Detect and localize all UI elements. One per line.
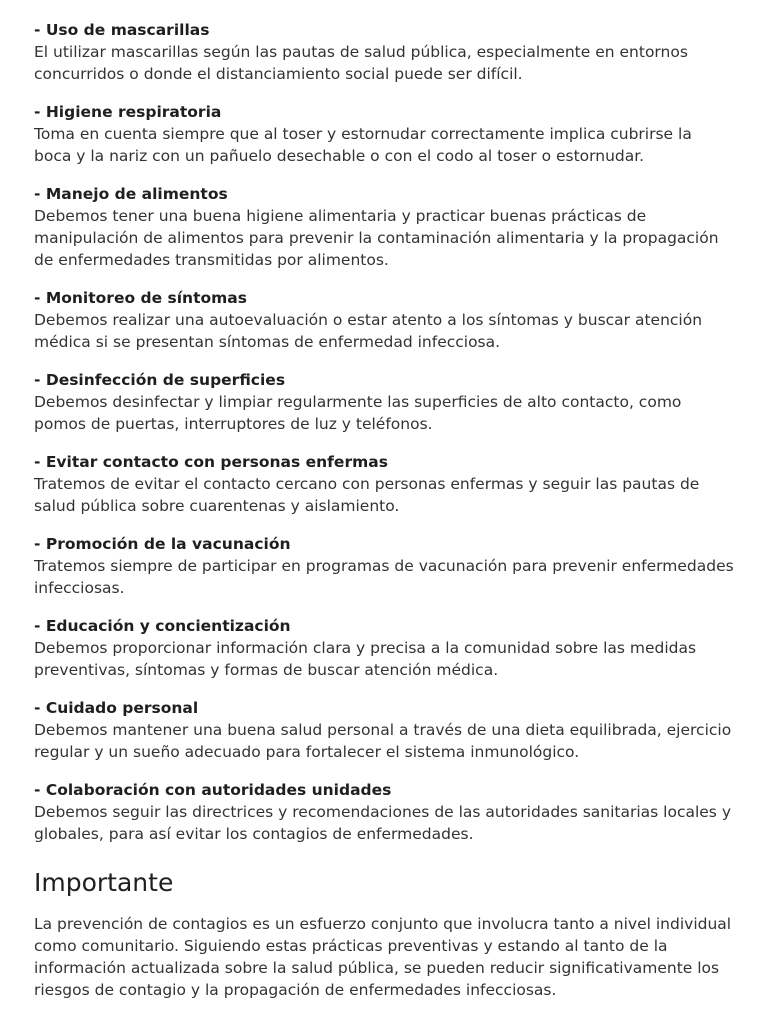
item-body: Debemos mantener una buena salud personal a través de una dieta equilibrada, ejercicio regular y un sueño adecuado para fortalecer el sistema inmunológico. [34, 721, 732, 761]
item-title: - Educación y concientización [34, 617, 291, 635]
list-item [34, 20, 734, 85]
item-body: Tratemos siempre de participar en programas de vacunación para prevenir enfermedades infecciosas. [34, 557, 734, 597]
item-body: Debemos realizar una autoevaluación o estar atento a los síntomas y buscar atención médica si se presentan síntomas de enfermedad infecciosa. [34, 311, 703, 351]
section-heading-importante: Importante [34, 868, 174, 897]
item-title: - Evitar contacto con personas enfermas [34, 453, 388, 471]
list-item [34, 780, 734, 845]
item-body: El utilizar mascarillas según las pautas de salud pública, especialmente en entornos concurridos o donde el distanciamiento social puede ser difícil. [34, 43, 688, 83]
item-title: - Desinfección de superficies [34, 371, 286, 389]
item-body: Debemos tener una buena higiene alimentaria y practicar buenas prácticas de manipulación de alimentos para prevenir la contaminación alimentaria y la propagación de enfermedades transmitidas por alimentos. [34, 207, 719, 269]
item-body: Debemos proporcionar información clara y precisa a la comunidad sobre las medidas preventivas, síntomas y formas de buscar atención médica. [34, 639, 697, 679]
item-body: Debemos desinfectar y limpiar regularmente las superficies de alto contacto, como pomos de puertas, interruptores de luz y teléfonos. [34, 393, 682, 433]
item-title: - Cuidado personal [34, 699, 199, 717]
item-body: Tratemos de evitar el contacto cercano con personas enfermas y seguir las pautas de salud pública sobre cuarentenas y aislamiento. [34, 475, 700, 515]
list-item [34, 370, 734, 435]
item-title: - Promoción de la vacunación [34, 535, 291, 553]
list-item [34, 534, 734, 599]
item-title: - Uso de mascarillas [34, 21, 210, 39]
item-title: - Monitoreo de síntomas [34, 289, 247, 307]
section-body-importante: La prevención de contagios es un esfuerzo conjunto que involucra tanto a nivel individual como comunitario. Siguiendo estas prácticas preventivas y estando al tanto de la información actualizada sobre la salud pública, se pueden reducir significativamente los riesgos de contagio y la propagación de enfermedades infecciosas. [34, 915, 732, 999]
list-item [34, 102, 734, 167]
item-title: - Manejo de alimentos [34, 185, 228, 203]
item-title: - Higiene respiratoria [34, 103, 222, 121]
list-item [34, 616, 734, 681]
item-body: Debemos seguir las directrices y recomendaciones de las autoridades sanitarias locales y globales, para así evitar los contagios de enfermedades. [34, 803, 731, 843]
list-item [34, 288, 734, 353]
list-item [34, 698, 734, 763]
list-item [34, 184, 734, 271]
item-body: Toma en cuenta siempre que al toser y estornudar correctamente implica cubrirse la boca y la nariz con un pañuelo desechable o con el codo al toser o estornudar. [34, 125, 692, 165]
list-item [34, 452, 734, 517]
item-title: - Colaboración con autoridades unidades [34, 781, 392, 799]
